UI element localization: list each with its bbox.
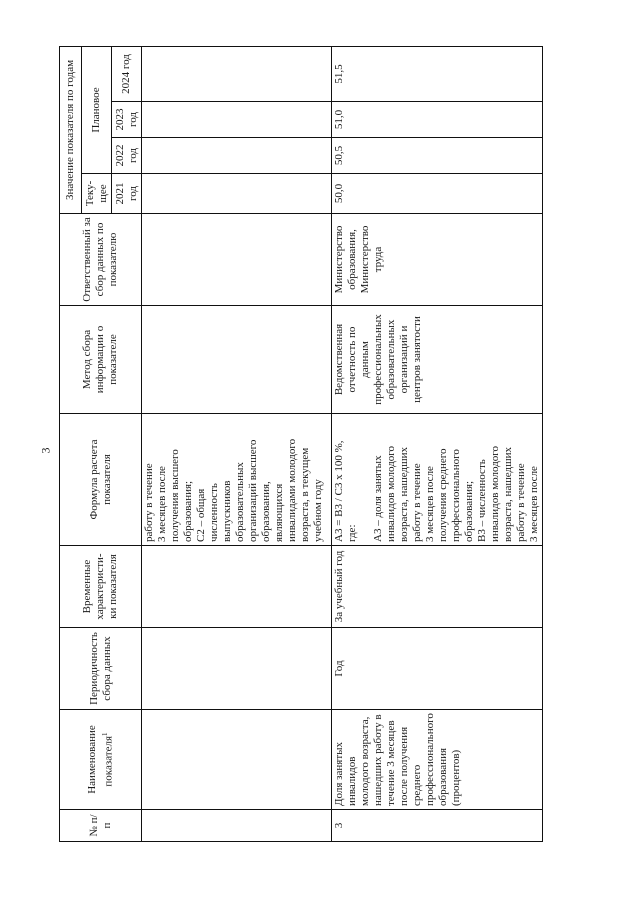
cell-empty bbox=[142, 546, 332, 628]
header-num: № п/п bbox=[60, 810, 142, 842]
header-year-2021: 2021 год bbox=[112, 174, 142, 214]
cell-empty bbox=[142, 138, 332, 174]
value-2022: 50,5 bbox=[332, 138, 543, 174]
header-time-characteristics: Временные характеристи- ки показателя bbox=[60, 546, 142, 628]
table-row-3 bbox=[332, 46, 543, 841]
row-number: 3 bbox=[332, 810, 543, 842]
cell-empty bbox=[142, 174, 332, 214]
cell-empty bbox=[142, 810, 332, 842]
table-row-continuation bbox=[142, 46, 332, 841]
indicator-table bbox=[59, 46, 543, 842]
cell-empty bbox=[142, 306, 332, 414]
header-current: Теку- щее bbox=[82, 174, 112, 214]
header-year-2022: 2022 год bbox=[112, 138, 142, 174]
cell-empty bbox=[142, 214, 332, 306]
header-formula: Формула расчета показателя bbox=[60, 414, 142, 546]
page-number: 3 bbox=[38, 447, 53, 454]
value-2023: 51,0 bbox=[332, 102, 543, 138]
indicator-formula: А3 = В3 / С3 х 100 %, где: А3 – доля занятых инвалидов молодого возраста, нашедших работу в течение 3 месяцев после получения среднего профессионального образования; В3 – численность инвалидов молодого возраста, нашедших работу в течение 3 месяцев после bbox=[332, 414, 543, 546]
indicator-responsible: Министерство образования, Министерство труда bbox=[332, 214, 543, 306]
value-2021: 50,0 bbox=[332, 174, 543, 214]
cell-empty bbox=[142, 102, 332, 138]
cell-empty bbox=[142, 628, 332, 710]
cell-empty bbox=[142, 46, 332, 101]
cell-empty bbox=[142, 710, 332, 810]
header-name: Наименование показателя$^1$ bbox=[60, 710, 142, 810]
indicator-periodicity: Год bbox=[332, 628, 543, 710]
footnote-marker: 1 bbox=[100, 732, 109, 736]
header-values-by-year: Значение показателя по годам bbox=[60, 46, 82, 213]
header-responsible: Ответственный за сбор данных по показателю bbox=[60, 214, 142, 306]
indicator-method: Ведомственная отчетность по данным профессиональных образовательных организаций и центров занятости bbox=[332, 306, 543, 414]
indicator-name: Доля занятых инвалидов молодого возраста, нашедших работу в течение 3 месяцев после получения среднего профессионального образования (процентов) bbox=[332, 710, 543, 810]
header-periodicity: Периодичность сбора данных bbox=[60, 628, 142, 710]
header-year-2024: 2024 год bbox=[112, 46, 142, 101]
header-year-2023: 2023 год bbox=[112, 102, 142, 138]
header-planned: Плановое bbox=[82, 46, 112, 173]
formula-continuation: работу в течение 3 месяцев после получения высшего образования; С2 – общая численность выпускников образовательных организаций высшего образования, являющихся инвалидами молодого возраста, в текущем учебном году bbox=[142, 414, 332, 546]
value-2024: 51,5 bbox=[332, 46, 543, 101]
indicator-time: За учебный год bbox=[332, 546, 543, 628]
header-method: Метод сбора информации о показателе bbox=[60, 306, 142, 414]
indicator-table-sheet bbox=[59, 47, 582, 842]
